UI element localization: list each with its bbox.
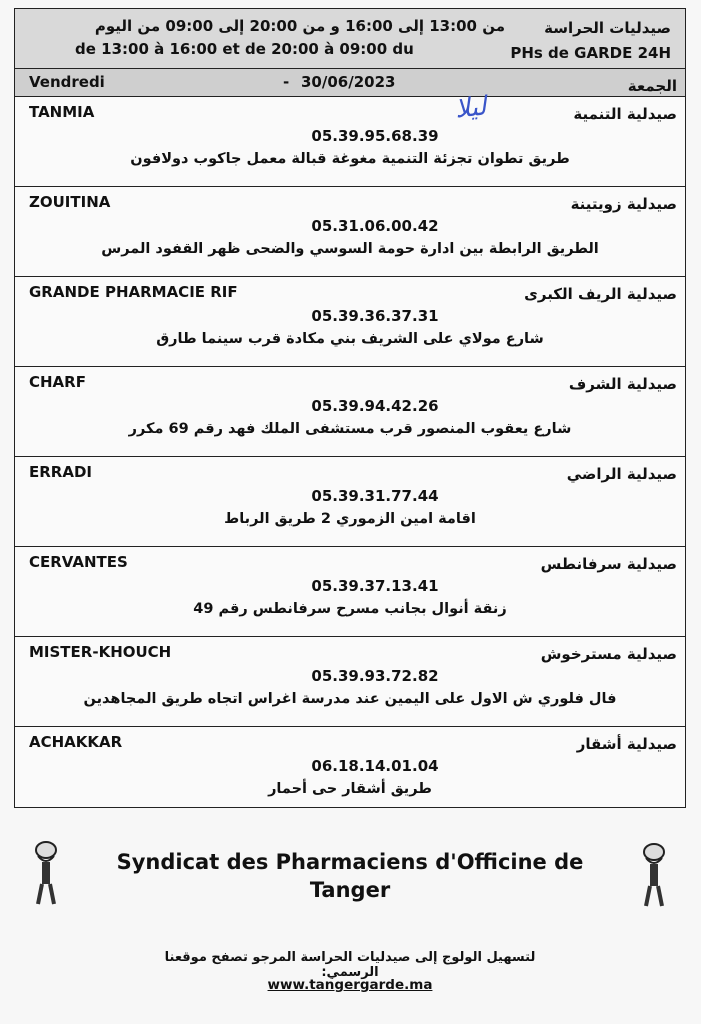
pharmacy-name-fr: GRANDE PHARMACIE RIF [29, 283, 238, 301]
pharmacy-row [15, 367, 685, 457]
pharmacy-address: شارع يعقوب المنصور قرب مستشفى الملك فهد رقم 69 مكرر [128, 421, 572, 437]
pharmacy-address: الطريق الرابطة بين ادارة حومة السوسي والضحى ظهر القفود المرس [101, 241, 599, 257]
pharmacy-name-fr: TANMIA [29, 103, 95, 121]
table-header [15, 9, 685, 69]
pharmacy-row [15, 277, 685, 367]
schedule-table [14, 8, 686, 808]
pharmacy-address: اقامة امين الزموري 2 طريق الرباط [224, 511, 476, 527]
date: 30/06/2023 [301, 73, 396, 91]
syndicate-title [80, 848, 620, 904]
pharmacy-phone: 05.39.31.77.44 [311, 487, 439, 505]
syndicate-title-line2: Tanger [309, 878, 391, 902]
syndicate-title-line1: Syndicat des Pharmaciens d'Officine de [116, 850, 584, 874]
pharmacy-row [15, 97, 685, 187]
pharmacy-name-fr: CHARF [29, 373, 86, 391]
pharmacy-row [15, 637, 685, 727]
pharmacy-phone: 05.39.94.42.26 [311, 397, 439, 415]
pharmacy-address: فال فلوري ش الاول على اليمين عند مدرسة اغراس اتجاه طريق المجاهدين [83, 691, 617, 707]
website-link[interactable]: www.tangergarde.ma [267, 977, 433, 993]
day-fr: Vendredi [29, 73, 105, 91]
date-bar [15, 69, 685, 97]
pharmacy-phone: 05.39.37.13.41 [311, 577, 439, 595]
pharmacy-phone: 05.39.93.72.82 [311, 667, 439, 685]
pharmacy-phone: 06.18.14.01.04 [311, 757, 439, 775]
handwritten-note: ليلا [453, 91, 488, 125]
date-dash: - [283, 73, 290, 91]
pharmacy-phone: 05.39.95.68.39 [311, 127, 439, 145]
pharmacy-address: طريق أشقار حى أحمار [268, 781, 432, 797]
pharmacy-name-ar: صيدلية الريف الكبرى [524, 285, 677, 303]
pharmacy-name-ar: صيدلية الراضي [566, 465, 677, 483]
pharmacist-logo-left [28, 836, 64, 908]
day-ar: الجمعة [627, 77, 677, 95]
pharmacy-address: زنقة أنوال بجانب مسرح سرفانطس رقم 49 [193, 601, 507, 617]
header-hours-ar: من 13:00 إلى 16:00 و من 20:00 إلى 09:00 من اليوم [94, 17, 505, 35]
pharmacy-phone: 05.39.36.37.31 [311, 307, 439, 325]
header-title-fr: PHs de GARDE 24H [510, 44, 671, 62]
pharmacy-name-fr: MISTER-KHOUCH [29, 643, 172, 661]
pharmacy-phone: 05.31.06.00.42 [311, 217, 439, 235]
pharmacy-name-ar: صيدلية زويتينة [570, 195, 677, 213]
website-note-ar: لتسهيل الولوج إلى صيدليات الحراسة المرجو تصفح موقعنا الرسمي: [164, 950, 536, 980]
pharmacy-name-ar: صيدلية مسترخوش [540, 645, 677, 663]
pharmacy-name-fr: ERRADI [29, 463, 92, 481]
pharmacy-row [15, 457, 685, 547]
pharmacy-name-fr: CERVANTES [29, 553, 128, 571]
pharmacy-name-ar: صيدلية سرفانطس [540, 555, 677, 573]
pharmacy-name-fr: ACHAKKAR [29, 733, 123, 751]
pharmacy-row [15, 547, 685, 637]
pharmacy-name-ar: صيدلية الشرف [568, 375, 677, 393]
pharmacist-logo-right [636, 838, 672, 910]
pharmacy-row [15, 187, 685, 277]
pharmacy-row [15, 727, 685, 817]
header-title-ar: صيدليات الحراسة [544, 19, 671, 37]
header-hours-fr: de 13:00 à 16:00 et de 20:00 à 09:00 du [75, 40, 414, 58]
pharmacy-name-ar: صيدلية أشقار [576, 735, 677, 753]
pharmacy-address: طريق تطوان تجزئة التنمية مغوغة قبالة معمل جاكوب دولافون [130, 151, 570, 167]
pharmacy-name-ar: صيدلية التنمية [573, 105, 677, 123]
pharmacy-address: شارع مولاي على الشريف بني مكادة قرب سينما طارق [156, 331, 544, 347]
pharmacy-name-fr: ZOUITINA [29, 193, 111, 211]
